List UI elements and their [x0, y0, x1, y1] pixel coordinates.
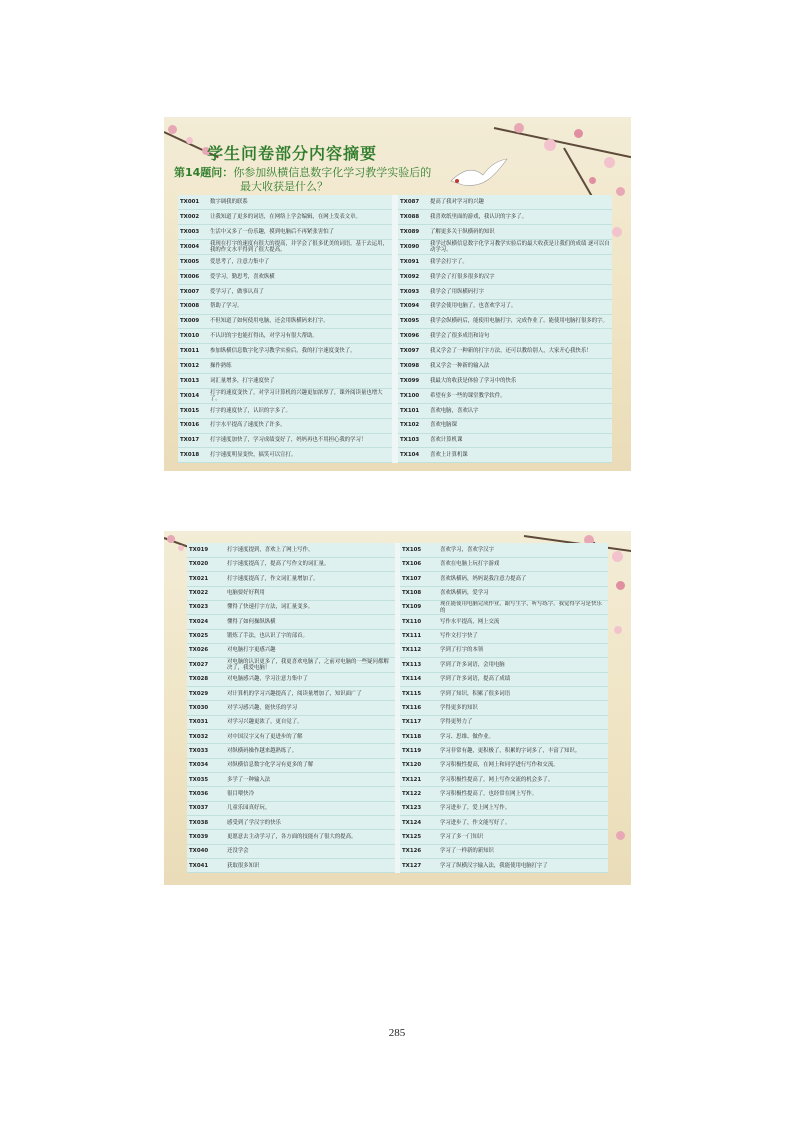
- blossom-decoration: [178, 545, 184, 551]
- response-id: TX119: [400, 744, 438, 758]
- crane-illustration: [449, 157, 509, 197]
- responses-table: [187, 543, 608, 873]
- response-id: TX007: [178, 284, 208, 299]
- responses-table-body: [187, 543, 608, 873]
- response-id: TX035: [187, 773, 225, 787]
- response-id: TX022: [187, 586, 225, 600]
- response-text: 我最大的收获是体验了学习中的快乐: [428, 374, 612, 389]
- response-text: 打字速度提高了，作文词汇量增加了。: [225, 572, 395, 586]
- table-row: [187, 844, 608, 858]
- blossom-decoration: [544, 139, 556, 151]
- table-row: [178, 240, 612, 255]
- table-row: [187, 744, 608, 758]
- response-text: 喜欢上计算机课: [428, 448, 612, 463]
- blossom-decoration: [616, 831, 625, 840]
- table-row: [187, 586, 608, 600]
- response-id: TX100: [398, 388, 428, 403]
- table-row: [178, 329, 612, 344]
- table-row: [187, 600, 608, 614]
- response-id: TX031: [187, 715, 225, 729]
- response-id: TX097: [398, 344, 428, 359]
- response-text: 更愿意去主动学习了，各方面的技能有了很大的提高。: [225, 830, 395, 844]
- response-id: TX117: [400, 715, 438, 729]
- response-id: TX102: [398, 418, 428, 433]
- response-id: TX010: [178, 329, 208, 344]
- response-text: 几童乐园真好玩。: [225, 801, 395, 815]
- response-text: 打字的速度快了，认识的字多了。: [208, 403, 392, 418]
- response-id: TX114: [400, 672, 438, 686]
- response-text: 打字速度提高了，提高了写作文的词汇量。: [225, 557, 395, 571]
- table-row: [187, 658, 608, 672]
- blossom-decoration: [616, 581, 625, 590]
- question-line-2: 最大收获是什么？: [240, 180, 328, 193]
- response-text: 我学会纵横码后，能使用电脑打字，完成作业了。能使用电脑打很多的字。: [428, 314, 612, 329]
- response-id: TX002: [178, 210, 208, 225]
- response-text: 学习非常有趣，更积极了，积累的字词多了，丰富了知识。: [438, 744, 608, 758]
- response-id: TX111: [400, 629, 438, 643]
- response-id: TX116: [400, 701, 438, 715]
- table-row: [178, 359, 612, 374]
- response-text: 我学会了用纵横码打字: [428, 284, 612, 299]
- table-row: [187, 830, 608, 844]
- table-row: [178, 210, 612, 225]
- response-text: 对纵横码操作越来越熟练了。: [225, 744, 395, 758]
- response-text: 懂得了如何操纵纵横: [225, 615, 395, 629]
- table-row: [187, 701, 608, 715]
- table-row: [178, 314, 612, 329]
- table-row: [187, 801, 608, 815]
- response-id: TX094: [398, 299, 428, 314]
- response-id: TX030: [187, 701, 225, 715]
- response-text: 喜欢纵横码，爱学习: [438, 586, 608, 600]
- response-text: 写作文打字快了: [438, 629, 608, 643]
- slide-survey-summary-1: [164, 117, 631, 471]
- table-row: [178, 195, 612, 210]
- response-text: 学到了知识，积累了很多词语: [438, 686, 608, 700]
- response-text: 打字的速度变快了，对学习计算机的兴趣更加浓厚了，课外阅读量也增大了。: [208, 388, 392, 403]
- response-id: TX036: [187, 787, 225, 801]
- response-id: TX107: [400, 572, 438, 586]
- response-text: 获取很多知识: [225, 859, 395, 873]
- table-row: [187, 672, 608, 686]
- response-id: TX026: [187, 643, 225, 657]
- response-text: 学习、思维、做作业。: [438, 729, 608, 743]
- response-id: TX087: [398, 195, 428, 210]
- response-id: TX008: [178, 299, 208, 314]
- response-text: 对学习感兴趣，能快乐的学习: [225, 701, 395, 715]
- response-id: TX017: [178, 433, 208, 448]
- response-text: 希望有多一些的课堂教学软件。: [428, 388, 612, 403]
- response-text: 喜欢学习，喜欢学汉字: [438, 543, 608, 557]
- response-text: 我学过纵横信息数字化学习教学实验后的最大收获是让我们的成绩 逐可以自动学习。: [428, 240, 612, 255]
- table-row: [178, 284, 612, 299]
- response-id: TX028: [187, 672, 225, 686]
- responses-table-body: [178, 195, 612, 463]
- response-text: 我学会了打很多很多的汉字: [428, 269, 612, 284]
- table-row: [178, 388, 612, 403]
- response-text: 了解更多关于纵横码的知识: [428, 225, 612, 240]
- response-id: TX112: [400, 643, 438, 657]
- response-id: TX122: [400, 787, 438, 801]
- blossom-decoration: [514, 123, 524, 133]
- response-text: 很目喂快冷: [225, 787, 395, 801]
- response-id: TX001: [178, 195, 208, 210]
- response-id: TX005: [178, 255, 208, 270]
- table-row: [178, 344, 612, 359]
- response-id: TX120: [400, 758, 438, 772]
- response-id: TX006: [178, 269, 208, 284]
- response-text: 操作熟练: [208, 359, 392, 374]
- blossom-decoration: [604, 157, 615, 168]
- table-row: [187, 773, 608, 787]
- response-text: 学习积极性提高了，网上写作交流的机会多了。: [438, 773, 608, 787]
- response-text: 喜欢在电脑上玩打字游戏: [438, 557, 608, 571]
- blossom-decoration: [186, 137, 193, 144]
- response-text: 参加纵横信息数字化学习教学实验后，我的打字速度变快了。: [208, 344, 392, 359]
- response-id: TX093: [398, 284, 428, 299]
- response-text: 懂得了快速打字方法，词汇量变多。: [225, 600, 395, 614]
- response-id: TX014: [178, 388, 208, 403]
- response-id: TX118: [400, 729, 438, 743]
- response-text: 打字速度明显变快，搞笑可以宣打。: [208, 448, 392, 463]
- response-id: TX090: [398, 240, 428, 255]
- response-text: 还没学会: [225, 844, 395, 858]
- response-id: TX019: [187, 543, 225, 557]
- response-text: 喜欢计算机课: [428, 433, 612, 448]
- blossom-decoration: [589, 177, 596, 184]
- table-row: [178, 255, 612, 270]
- response-id: TX125: [400, 830, 438, 844]
- response-id: TX021: [187, 572, 225, 586]
- table-row: [187, 758, 608, 772]
- blossom-decoration: [168, 125, 177, 134]
- response-id: TX126: [400, 844, 438, 858]
- response-text: 提高了我对学习的兴趣: [428, 195, 612, 210]
- response-id: TX124: [400, 816, 438, 830]
- response-text: 对电脑打字更感兴趣: [225, 643, 395, 657]
- response-text: 对电脑感兴趣，学习注意力集中了: [225, 672, 395, 686]
- response-id: TX127: [400, 859, 438, 873]
- response-id: TX034: [187, 758, 225, 772]
- table-row: [178, 433, 612, 448]
- response-text: 感受到了学汉字的快乐: [225, 816, 395, 830]
- response-text: 锻炼了手法，也认识了字的部首。: [225, 629, 395, 643]
- response-text: 爱学习，勤思考，喜欢纵横: [208, 269, 392, 284]
- table-row: [178, 225, 612, 240]
- response-text: 学得更努力了: [438, 715, 608, 729]
- response-id: TX092: [398, 269, 428, 284]
- response-id: TX038: [187, 816, 225, 830]
- response-text: 我现在打字的速度有很大的提高，并学会了很多优美的词语，基于去运用，我的作文水平得到了很大提高。: [208, 240, 392, 255]
- response-id: TX012: [178, 359, 208, 374]
- response-id: TX113: [400, 658, 438, 672]
- response-text: 多学了一种输入法: [225, 773, 395, 787]
- response-text: 爱思考了，注意力集中了: [208, 255, 392, 270]
- response-id: TX003: [178, 225, 208, 240]
- page-title: 学生问卷部分内容摘要: [207, 144, 378, 163]
- response-id: TX024: [187, 615, 225, 629]
- response-text: 不但知道了如何使用电脑，还会用纵横码来打字。: [208, 314, 392, 329]
- response-text: 学得更多的知识: [438, 701, 608, 715]
- response-text: 喜欢电脑课: [428, 418, 612, 433]
- response-text: 电脑要好好利用: [225, 586, 395, 600]
- response-text: 对电脑的认识更多了，我更喜欢电脑了，之前对电脑的一些疑问都解决了，我爱电脑！: [225, 658, 395, 672]
- response-id: TX109: [400, 600, 438, 614]
- response-id: TX088: [398, 210, 428, 225]
- response-id: TX020: [187, 557, 225, 571]
- response-id: TX095: [398, 314, 428, 329]
- table-row: [178, 403, 612, 418]
- response-id: TX037: [187, 801, 225, 815]
- response-id: TX039: [187, 830, 225, 844]
- blossom-decoration: [612, 551, 623, 562]
- table-row: [187, 729, 608, 743]
- table-row: [187, 816, 608, 830]
- table-row: [187, 557, 608, 571]
- response-id: TX016: [178, 418, 208, 433]
- response-text: 打字水平提高了速度快了许多。: [208, 418, 392, 433]
- blossom-decoration: [574, 129, 583, 138]
- responses-table: [178, 195, 612, 463]
- response-text: 对学习兴趣更浓了，更自觉了。: [225, 715, 395, 729]
- response-text: 喜欢电脑，喜欢认字: [428, 403, 612, 418]
- response-id: TX105: [400, 543, 438, 557]
- response-text: 学到了许多词语，会用电脑: [438, 658, 608, 672]
- table-row: [187, 715, 608, 729]
- response-id: TX121: [400, 773, 438, 787]
- page-number: 285: [388, 1027, 406, 1039]
- response-text: 我又学会一种新的输入法: [428, 359, 612, 374]
- blossom-decoration: [612, 227, 622, 237]
- response-text: 学习了一样新的新知识: [438, 844, 608, 858]
- response-text: 我学会了很多成语和诗句: [428, 329, 612, 344]
- response-text: 学到了许多词语，提高了成绩: [438, 672, 608, 686]
- response-id: TX106: [400, 557, 438, 571]
- response-text: 我学会使用电脑了，也喜欢学习了。: [428, 299, 612, 314]
- response-text: 喜欢纵横码，妈妈说我注意力提高了: [438, 572, 608, 586]
- table-row: [187, 643, 608, 657]
- blossom-decoration: [614, 626, 622, 634]
- response-id: TX013: [178, 374, 208, 389]
- table-row: [178, 448, 612, 463]
- response-text: 爱学习了，做事认真了: [208, 284, 392, 299]
- response-id: TX108: [400, 586, 438, 600]
- response-id: TX032: [187, 729, 225, 743]
- table-row: [187, 572, 608, 586]
- table-row: [178, 374, 612, 389]
- response-id: TX018: [178, 448, 208, 463]
- blossom-decoration: [167, 535, 175, 543]
- table-row: [187, 787, 608, 801]
- response-text: 学习进步了，作文能写好了。: [438, 816, 608, 830]
- question-line-1: 你参加纵横信息数字化学习教学实验后的: [233, 166, 432, 179]
- response-text: 学习积极性提高了，也经常在网上写作。: [438, 787, 608, 801]
- response-text: 我学会打字了。: [428, 255, 612, 270]
- blossom-decoration: [616, 187, 625, 196]
- response-id: TX123: [400, 801, 438, 815]
- table-row: [187, 686, 608, 700]
- response-id: TX091: [398, 255, 428, 270]
- response-id: TX040: [187, 844, 225, 858]
- response-id: TX025: [187, 629, 225, 643]
- response-id: TX029: [187, 686, 225, 700]
- response-text: 词汇量增多，打字速度快了: [208, 374, 392, 389]
- response-id: TX023: [187, 600, 225, 614]
- response-text: 对中国汉字又有了更进步的了解: [225, 729, 395, 743]
- response-text: 学习进步了，爱上网上写作。: [438, 801, 608, 815]
- response-text: 打字速度提到，喜欢上了网上写作。: [225, 543, 395, 557]
- response-id: TX101: [398, 403, 428, 418]
- response-text: 学习积极性提高，在网上和同学进行写作和交流。: [438, 758, 608, 772]
- response-id: TX110: [400, 615, 438, 629]
- table-row: [187, 629, 608, 643]
- response-id: TX033: [187, 744, 225, 758]
- response-text: 我又学会了一种新的打字方法，还可以教给别人，大家开心我快乐！: [428, 344, 612, 359]
- response-id: TX004: [178, 240, 208, 255]
- response-text: 对计算机的学习兴趣提高了，阅读量增加了，知识面广了: [225, 686, 395, 700]
- response-id: TX027: [187, 658, 225, 672]
- response-id: TX041: [187, 859, 225, 873]
- response-id: TX099: [398, 374, 428, 389]
- response-id: TX009: [178, 314, 208, 329]
- response-text: 生活中又多了一份乐趣，摸到电脑后不再紧张害怕了: [208, 225, 392, 240]
- response-text: 数字调我的联系: [208, 195, 392, 210]
- slide-survey-summary-2: [164, 531, 631, 885]
- table-row: [187, 543, 608, 557]
- response-text: 让我知道了更多的词语，在网络上学会编辑，在网上发表文章。: [208, 210, 392, 225]
- response-id: TX089: [398, 225, 428, 240]
- response-id: TX096: [398, 329, 428, 344]
- response-text: 帮助了学习。: [208, 299, 392, 314]
- response-text: 写作水平提高，网上交流: [438, 615, 608, 629]
- response-text: 不认识的字也能打得出，对学习有很大帮助。: [208, 329, 392, 344]
- response-text: 学习了纵横汉字输入法，我能使用电脑打字了: [438, 859, 608, 873]
- branch-decoration: [494, 127, 631, 158]
- response-text: 现在能使用电脑完成作业，跟写生字，听写练字。我觉得学习是快乐的: [438, 600, 608, 614]
- response-text: 学到了打字的本领: [438, 643, 608, 657]
- table-row: [187, 859, 608, 873]
- question-prefix: 第14题问：: [174, 166, 234, 179]
- response-text: 打字速度加快了，学习成绩变好了，妈妈再也不用担心我的学习！: [208, 433, 392, 448]
- response-text: 我喜欢纸里面的游戏，我认识的字多了。: [428, 210, 612, 225]
- response-id: TX098: [398, 359, 428, 374]
- response-id: TX103: [398, 433, 428, 448]
- response-id: TX115: [400, 686, 438, 700]
- response-text: 学习了多一门知识: [438, 830, 608, 844]
- response-id: TX011: [178, 344, 208, 359]
- table-row: [178, 299, 612, 314]
- response-id: TX104: [398, 448, 428, 463]
- table-row: [187, 615, 608, 629]
- table-row: [178, 418, 612, 433]
- question-text: [174, 166, 431, 194]
- response-text: 对纵横信息数字化学习有更多的了解: [225, 758, 395, 772]
- table-row: [178, 269, 612, 284]
- response-id: TX015: [178, 403, 208, 418]
